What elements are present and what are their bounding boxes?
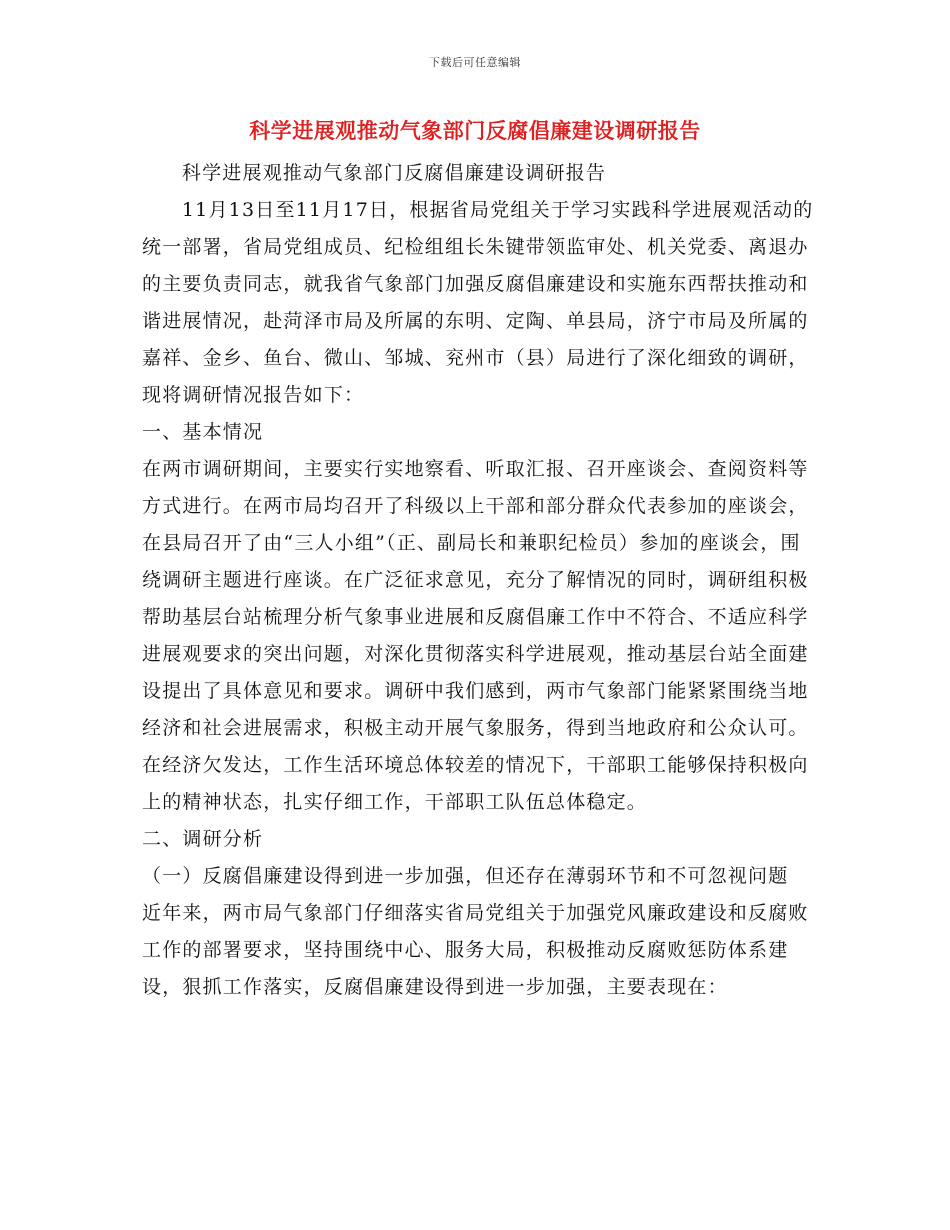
document-subtitle: 科学进展观推动气象部门反腐倡廉建设调研报告 xyxy=(181,162,607,184)
section-paragraph-basic: 在两市调研期间，主要实行实地察看、听取汇报、召开座谈会、查阅资料等方式进行。在两市局均召开了科级以上干部和部分群众代表参加的座谈会，在县局召开了由“三人小组”（正、副局长和兼职纪检员）参加的座谈会，围绕调研主题进行座谈。在广泛征求意见，充分了解情况的同时，调研组积极帮助基层台站梳理分析气象事业进展和反腐倡廉工作中不符合、不适应科学进展观要求的突出问题，对深化贯彻落实科学进展观，推动基层台站全面建设提出了具体意见和要求。调研中我们感到，两市气象部门能紧紧围绕当地经济和社会进展需求，积极主动开展气象服务，得到当地政府和公众认可。在经济欠发达，工作生活环境总体较差的情况下，干部职工能够保持积极向上的精神状态，扎实仔细工作，干部职工队伍总体稳定。 xyxy=(142,458,809,813)
intro-paragraph: 11月13日至11月17日，根据省局党组关于学习实践科学进展观活动的统一部署，省局党组成员、纪检组组长朱键带领监审处、机关党委、离退办的主要负责同志，就我省气象部门加强反腐倡廉建设和实施东西帮扶推动和谐进展情况，赴菏泽市局及所属的东明、定陶、单县局，济宁市局及所属的嘉祥、金乡、鱼台、微山、邹城、兖州市（县）局进行了深化细致的调研，现将调研情况报告如下： xyxy=(142,199,814,406)
document-body xyxy=(142,155,814,1006)
header-note: 下载后可任意编辑 xyxy=(429,56,521,69)
section-heading-analysis: 二、调研分析 xyxy=(142,828,264,850)
subsection-paragraph-1: 近年来，两市局气象部门仔细落实省局党组关于加强党风廉政建设和反腐败工作的部署要求，坚持围绕中心、服务大局，积极推动反腐败惩防体系建设，狠抓工作落实，反腐倡廉建设得到进一步加强，主要表现在： xyxy=(142,902,809,998)
document-title: 科学进展观推动气象部门反腐倡廉建设调研报告 xyxy=(249,118,701,143)
subsection-heading-1: （一）反腐倡廉建设得到进一步加强，但还存在薄弱环节和不可忽视问题 xyxy=(142,865,789,887)
section-heading-basic: 一、基本情况 xyxy=(142,421,264,443)
